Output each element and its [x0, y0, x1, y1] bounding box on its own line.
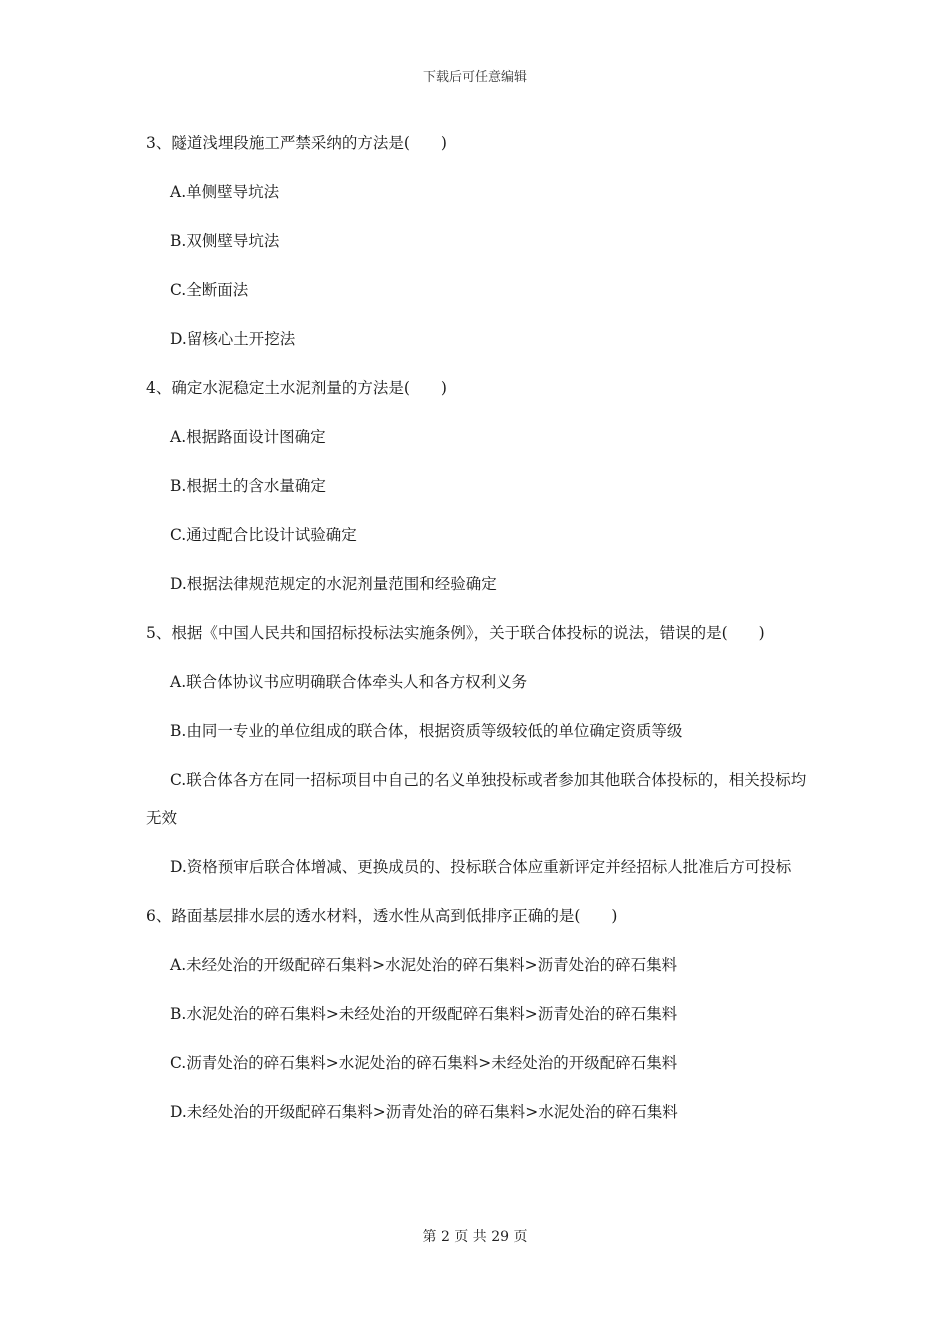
question-stem: 3、隧道浅埋段施工严禁采纳的方法是( ) — [146, 134, 447, 152]
option-d: D.根据法律规范规定的水泥剂量范围和经验确定 — [170, 575, 497, 593]
question-4 — [146, 369, 816, 603]
option-b: B.由同一专业的单位组成的联合体，根据资质等级较低的单位确定资质等级 — [170, 722, 683, 740]
option-a: A.联合体协议书应明确联合体牵头人和各方权利义务 — [170, 673, 528, 691]
option-d: D.未经处治的开级配碎石集料>沥青处治的碎石集料>水泥处治的碎石集料 — [170, 1103, 678, 1121]
question-stem: 6、路面基层排水层的透水材料，透水性从高到低排序正确的是( ) — [146, 907, 618, 925]
option-a: A.单侧壁导坑法 — [170, 183, 280, 201]
question-stem: 4、确定水泥稳定土水泥剂量的方法是( ) — [146, 379, 447, 397]
option-b: B.水泥处治的碎石集料>未经处治的开级配碎石集料>沥青处治的碎石集料 — [170, 1005, 678, 1023]
option-c: C.联合体各方在同一招标项目中自己的名义单独投标或者参加其他联合体投标的，相关投标均无效 — [146, 771, 807, 827]
option-d: D.资格预审后联合体增减、更换成员的、投标联合体应重新评定并经招标人批准后方可投标 — [170, 858, 792, 876]
option-d: D.留核心土开挖法 — [170, 330, 296, 348]
page-header-note: 下载后可任意编辑 — [422, 70, 527, 85]
option-c: C.沥青处治的碎石集料>水泥处治的碎石集料>未经处治的开级配碎石集料 — [170, 1054, 678, 1072]
question-3 — [146, 124, 816, 358]
document-body — [146, 124, 816, 1131]
question-6 — [146, 897, 816, 1131]
option-a: A.未经处治的开级配碎石集料>水泥处治的碎石集料>沥青处治的碎石集料 — [170, 956, 678, 974]
page-number: 第 2 页 共 29 页 — [422, 1229, 528, 1245]
option-a: A.根据路面设计图确定 — [170, 428, 326, 446]
question-5 — [146, 614, 816, 886]
question-stem: 5、根据《中国人民共和国招标投标法实施条例》，关于联合体投标的说法，错误的是( ) — [146, 624, 765, 642]
option-c: C.通过配合比设计试验确定 — [170, 526, 357, 544]
option-b: B.双侧壁导坑法 — [170, 232, 280, 250]
option-b: B.根据土的含水量确定 — [170, 477, 326, 495]
option-c: C.全断面法 — [170, 281, 249, 299]
